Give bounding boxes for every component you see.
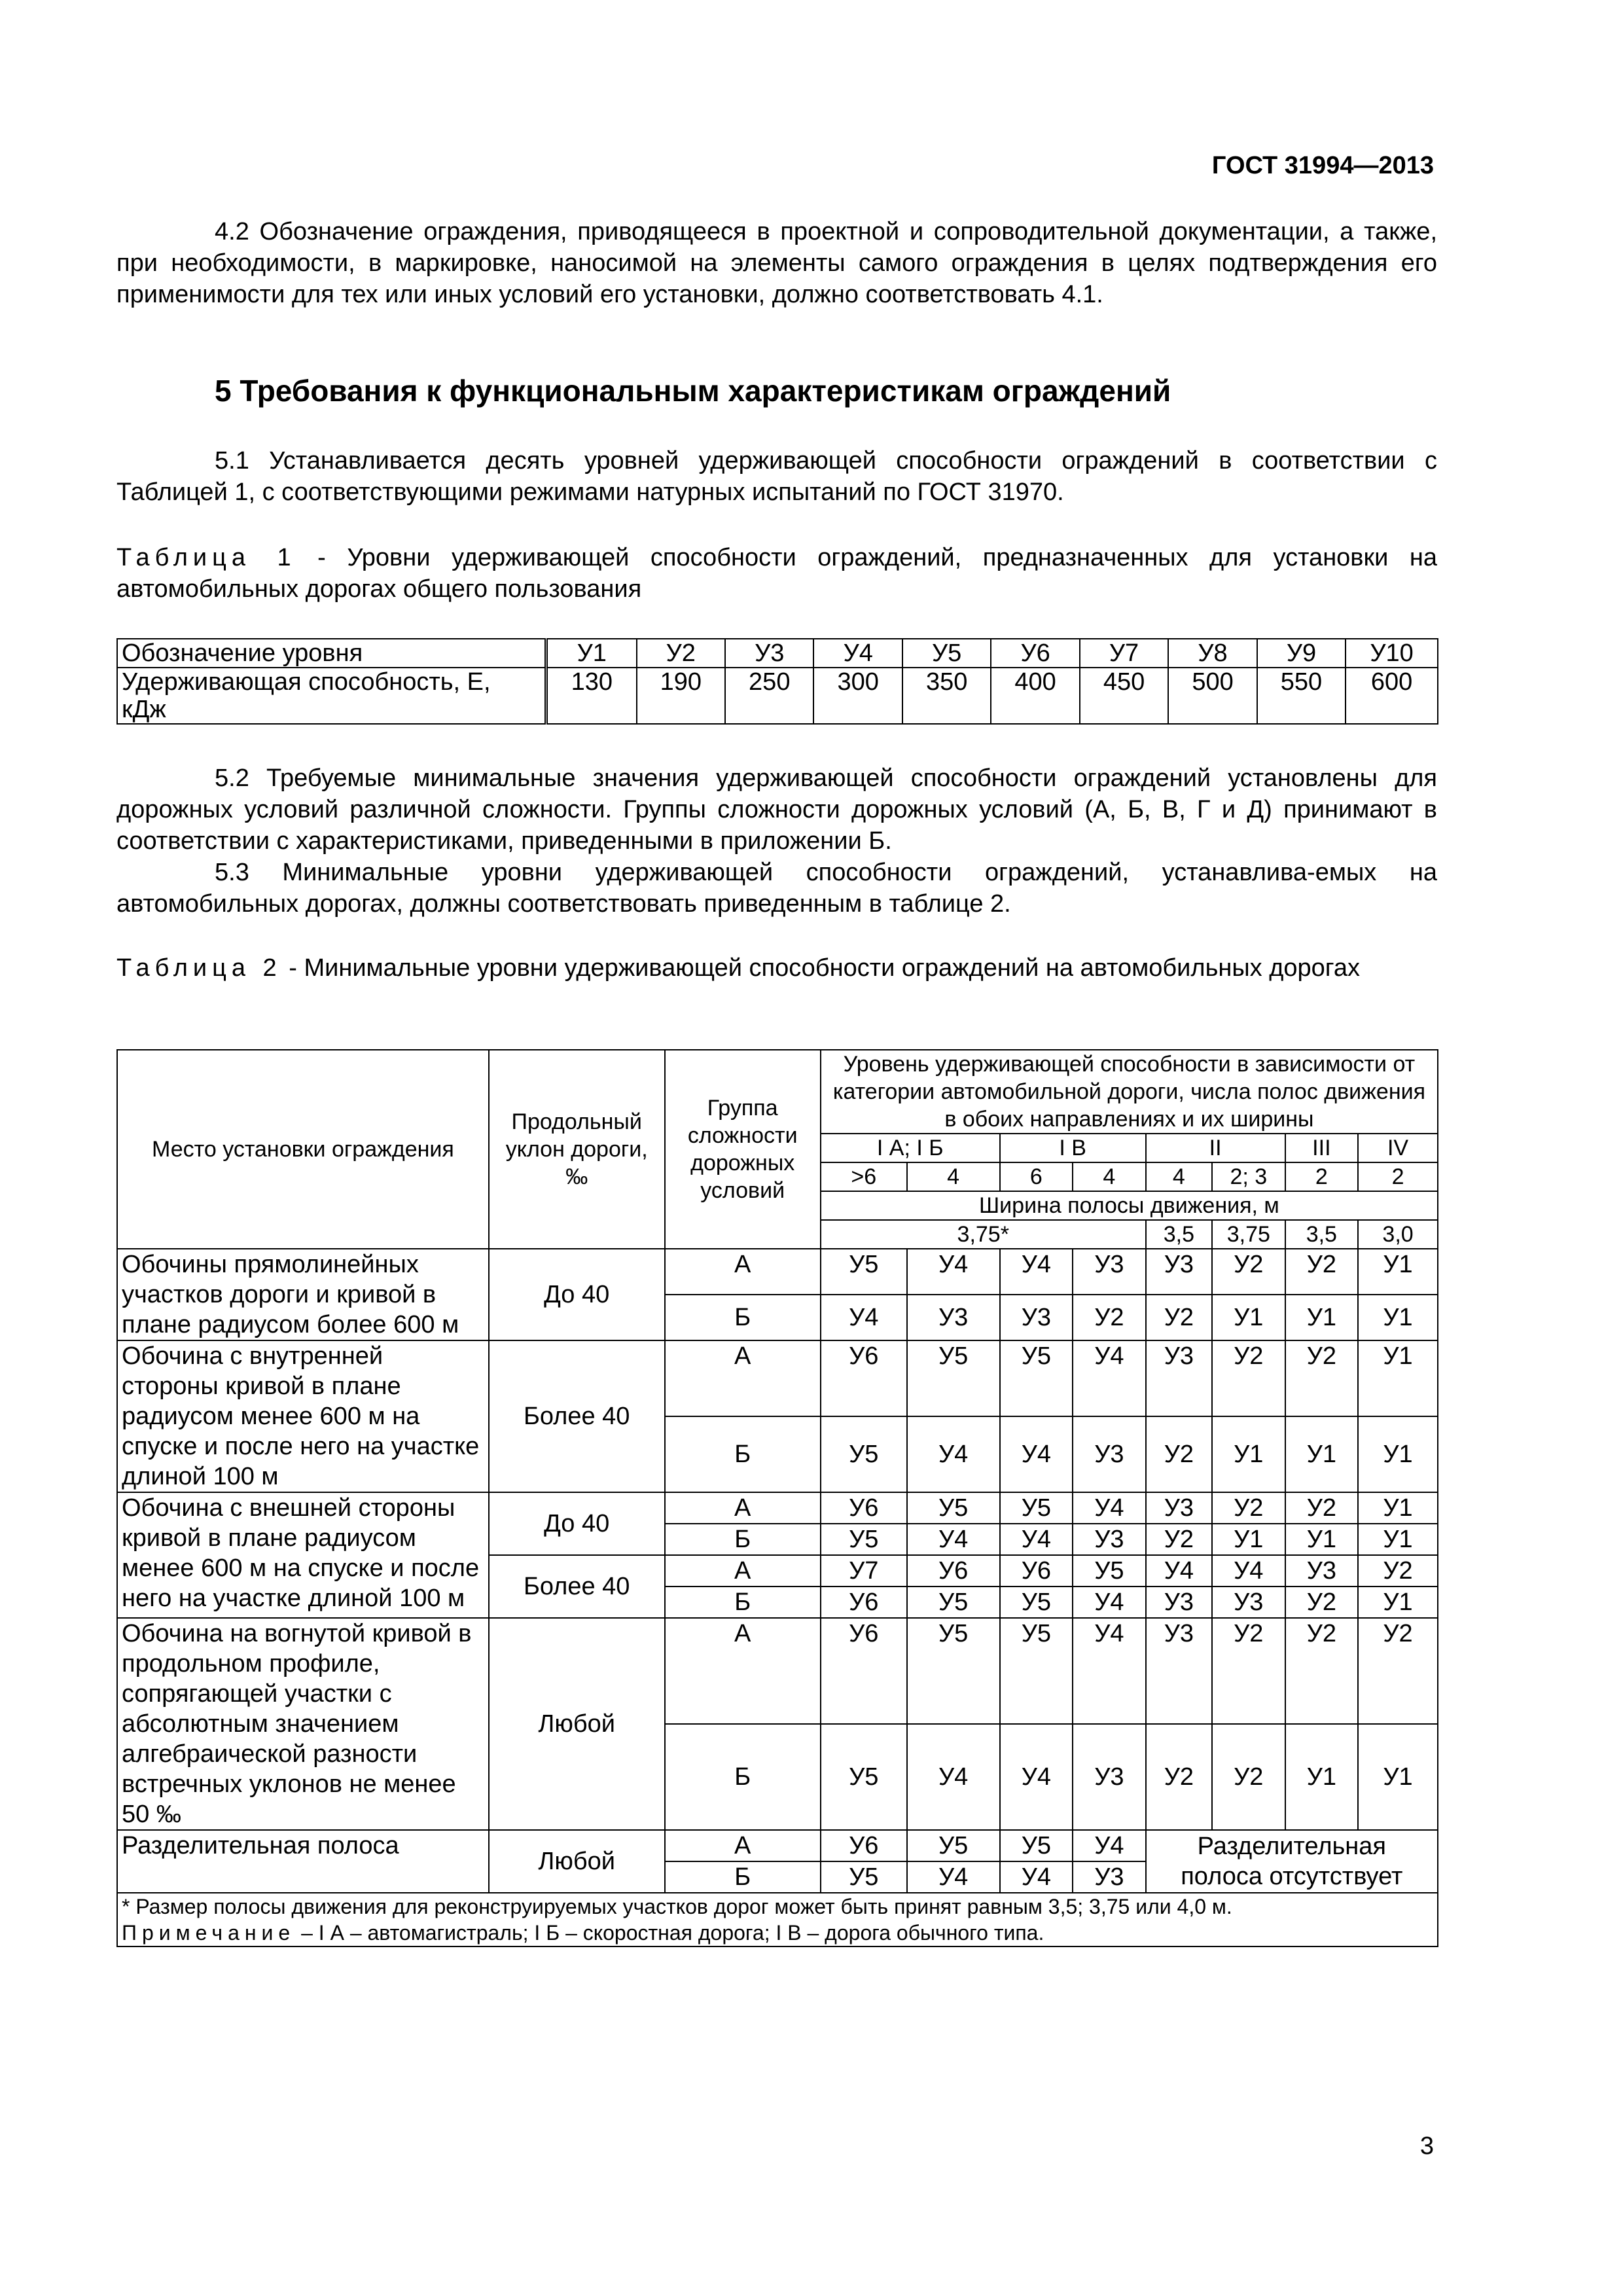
table1-level: У2 (637, 639, 725, 668)
table1-level: У9 (1257, 639, 1346, 668)
page-number: 3 (1419, 2132, 1434, 2160)
table2-note-text: – I А – автомагистраль; I Б – скоростная дорога; I В – дорога обычного типа. (295, 1921, 1044, 1945)
table2-cell: У2 (1146, 1416, 1212, 1492)
table2-cell: У4 (1000, 1861, 1073, 1893)
paragraph-5-3-text: 5.3 Минимальные уровни удерживающей способности ограждений, устанавлива-емых на автомобильных дорогах, должны соответствовать приведенным в таблице 2. (116, 859, 1437, 918)
table2-header-slope: Продольный уклон дороги, ‰ (489, 1050, 665, 1249)
table2-header-row (117, 1050, 1438, 1134)
table2-group: Б (665, 1587, 821, 1618)
table2-cell: У3 (1073, 1524, 1146, 1555)
table2-cell: У5 (1000, 1587, 1073, 1618)
table2-cell: У1 (1358, 1295, 1438, 1340)
table2-lanes: 4 (907, 1162, 1000, 1191)
table2-cell: У2 (1212, 1618, 1285, 1724)
table1-level: У8 (1168, 639, 1257, 668)
table1-level: У1 (546, 639, 637, 668)
table2-cell: У3 (1000, 1295, 1073, 1340)
table2-cell: У4 (907, 1524, 1000, 1555)
table2-width: 3,75 (1212, 1220, 1285, 1249)
table1-row2-label: Удерживающая способность, Е, кДж (117, 668, 546, 724)
section-5-heading: 5 Требования к функциональным характеристикам ограждений (215, 374, 1171, 408)
table2-cell: У6 (821, 1340, 907, 1416)
table2-group: А (665, 1618, 821, 1724)
table2-lanes: 2 (1285, 1162, 1359, 1191)
table2-notes-row (117, 1893, 1438, 1946)
table2-header-place: Место установки ограждения (117, 1050, 489, 1249)
table2-group: А (665, 1555, 821, 1587)
table2-cell: У4 (907, 1724, 1000, 1830)
table2-cell: У6 (821, 1492, 907, 1524)
table2-cell: У4 (907, 1416, 1000, 1492)
table1-level: У10 (1346, 639, 1438, 668)
paragraph-4-2 (116, 216, 1437, 310)
table2-group: А (665, 1249, 821, 1295)
table2-group: Б (665, 1295, 821, 1340)
table1-value: 550 (1257, 668, 1346, 724)
table2-cell: У3 (1212, 1587, 1285, 1618)
table2-place: Обочина на вогнутой кривой в продольном профиле, сопрягающей участки с абсолютным значением алгебраической разности встречных уклонов не менее 50 ‰ (117, 1618, 489, 1830)
table1-row1-label: Обозначение уровня (117, 639, 546, 668)
table2-cell: У2 (1285, 1618, 1359, 1724)
table2-cell: У3 (1146, 1587, 1212, 1618)
table2-group: А (665, 1492, 821, 1524)
table2-width: 3,75* (821, 1220, 1146, 1249)
table1-values-row (117, 668, 1438, 724)
table2-group: А (665, 1830, 821, 1861)
table2-cell: У5 (907, 1830, 1000, 1861)
table2-caption (116, 952, 1437, 984)
table2-place: Обочина с внутренней стороны кривой в плане радиусом менее 600 м на спуске и после него на участке длиной 100 м (117, 1340, 489, 1492)
table2-place: Обочины прямолинейных участков дороги и кривой в плане радиусом более 600 м (117, 1249, 489, 1340)
table2-lanes: 2; 3 (1212, 1162, 1285, 1191)
table2-slope: Более 40 (489, 1340, 665, 1492)
table2-cell: У5 (907, 1618, 1000, 1724)
table1-value: 500 (1168, 668, 1257, 724)
table2-cell: У2 (1285, 1340, 1359, 1416)
paragraph-4-2-text: 4.2 Обозначение ограждения, приводящееся в проектной и сопроводительной документации, а также, при необходимости, в маркировке, наносимой на элементы самого ограждения в целях подтверждения его применимости для тех или иных условий его установки, должно соответствовать 4.1. (116, 218, 1437, 308)
table2-cell: У6 (821, 1587, 907, 1618)
table-2 (116, 1049, 1438, 1947)
table2-absent-cell (1146, 1830, 1438, 1893)
paragraph-5-2 (116, 762, 1437, 857)
table2-cell: У2 (1285, 1587, 1359, 1618)
table2-cell: У4 (1146, 1555, 1212, 1587)
table1-value: 300 (813, 668, 902, 724)
table2-cell: У4 (1073, 1587, 1146, 1618)
table2-category: I А; I Б (821, 1134, 1000, 1162)
table1-value: 250 (725, 668, 813, 724)
table2-width: 3,0 (1358, 1220, 1438, 1249)
table2-cell: У1 (1285, 1524, 1359, 1555)
table2-place: Разделительная полоса (117, 1830, 489, 1893)
table2-cell: У5 (1000, 1340, 1073, 1416)
table2-cell: У5 (821, 1416, 907, 1492)
table2-category: IV (1358, 1134, 1438, 1162)
table2-group: Б (665, 1724, 821, 1830)
table2-cell: У5 (821, 1249, 907, 1295)
table2-cell: У3 (1146, 1249, 1212, 1295)
table2-cell: У5 (1000, 1618, 1073, 1724)
table2-cell: У1 (1358, 1340, 1438, 1416)
table2-caption-text: - Минимальные уровни удерживающей способности ограждений на автомобильных дорогах (281, 954, 1360, 982)
table2-note-label: Примечание (122, 1921, 296, 1945)
table2-width-label: Ширина полосы движения, м (821, 1191, 1438, 1220)
document-header: ГОСТ 31994—2013 (1211, 152, 1434, 179)
table2-place: Обочина с внешней стороны кривой в плане радиусом менее 600 м на спуске и после него на участке длиной 100 м (117, 1492, 489, 1618)
table2-cell: У2 (1212, 1340, 1285, 1416)
table2-cell: У2 (1285, 1492, 1359, 1524)
table2-cell: У1 (1358, 1492, 1438, 1524)
table2-cell: У5 (907, 1492, 1000, 1524)
table1-caption-label: Таблица 1 (116, 544, 296, 571)
paragraph-5-3 (116, 857, 1437, 920)
table2-absent-line1: Разделительная (1197, 1833, 1386, 1860)
table2-header-group: Группа сложности дорожных условий (665, 1050, 821, 1249)
table2-cell: У4 (907, 1249, 1000, 1295)
table2-cell: У3 (1285, 1555, 1359, 1587)
table-row (117, 1340, 1438, 1416)
table2-group: Б (665, 1861, 821, 1893)
table2-lanes: 6 (1000, 1162, 1073, 1191)
table2-cell: У5 (1000, 1492, 1073, 1524)
table2-group: Б (665, 1416, 821, 1492)
table2-footnote: * Размер полосы движения для реконструируемых участков дорог может быть принят равным 3,5; 3,75 или 4,0 м. (122, 1895, 1232, 1918)
table2-lanes: >6 (821, 1162, 907, 1191)
table2-cell: У5 (821, 1861, 907, 1893)
table1-value: 130 (546, 668, 637, 724)
table2-cell: У1 (1358, 1416, 1438, 1492)
table-1 (116, 638, 1438, 725)
table2-absent-line2: полоса отсутствует (1181, 1863, 1403, 1890)
table2-cell: У4 (1000, 1524, 1073, 1555)
table2-cell: У6 (907, 1555, 1000, 1587)
table2-cell: У4 (821, 1295, 907, 1340)
table2-cell: У5 (907, 1587, 1000, 1618)
table2-cell: У4 (1073, 1618, 1146, 1724)
table1-value: 600 (1346, 668, 1438, 724)
table-row (117, 1249, 1438, 1295)
table2-cell: У3 (1073, 1861, 1146, 1893)
table2-category: III (1285, 1134, 1359, 1162)
table2-cell: У3 (1146, 1340, 1212, 1416)
table1-value: 350 (902, 668, 991, 724)
table2-cell: У1 (1285, 1416, 1359, 1492)
table2-cell: У5 (821, 1524, 907, 1555)
table2-header-level: Уровень удерживающей способности в зависимости от категории автомобильной дороги, числа полос движения в обоих направлениях и их ширины (821, 1050, 1438, 1134)
table1-value: 190 (637, 668, 725, 724)
table2-cell: У2 (1358, 1618, 1438, 1724)
table2-cell: У2 (1212, 1492, 1285, 1524)
table2-slope: Более 40 (489, 1555, 665, 1618)
table2-cell: У5 (1000, 1830, 1073, 1861)
table2-cell: У2 (1146, 1295, 1212, 1340)
table1-value: 450 (1080, 668, 1168, 724)
table2-width: 3,5 (1285, 1220, 1359, 1249)
table2-cell: У1 (1358, 1249, 1438, 1295)
table-row (117, 1492, 1438, 1524)
table2-cell: У6 (1000, 1555, 1073, 1587)
table2-category: II (1146, 1134, 1285, 1162)
table1-level: У6 (991, 639, 1079, 668)
table2-cell: У3 (1073, 1416, 1146, 1492)
table2-cell: У1 (1358, 1724, 1438, 1830)
table2-cell: У3 (1146, 1618, 1212, 1724)
table2-cell: У4 (1000, 1416, 1073, 1492)
table2-cell: У3 (1146, 1492, 1212, 1524)
table2-cell: У5 (821, 1724, 907, 1830)
table1-value: 400 (991, 668, 1079, 724)
table2-lanes: 4 (1073, 1162, 1146, 1191)
paragraph-5-2-text: 5.2 Требуемые минимальные значения удерживающей способности ограждений установлены для дорожных условий различной сложности. Группы сложности дорожных условий (А, Б, В, Г и Д) принимают в соответствии с характеристиками, приведенными в приложении Б. (116, 764, 1437, 855)
table2-cell: У4 (1073, 1340, 1146, 1416)
table2-lanes: 4 (1146, 1162, 1212, 1191)
table2-category: I В (1000, 1134, 1146, 1162)
table1-level: У4 (813, 639, 902, 668)
table2-slope: До 40 (489, 1249, 665, 1340)
table2-notes (117, 1893, 1438, 1946)
table2-cell: У1 (1212, 1524, 1285, 1555)
table2-cell: У2 (1073, 1295, 1146, 1340)
table2-cell: У1 (1212, 1295, 1285, 1340)
table2-cell: У3 (1073, 1724, 1146, 1830)
table2-cell: У7 (821, 1555, 907, 1587)
table1-level: У3 (725, 639, 813, 668)
table2-cell: У4 (1073, 1830, 1146, 1861)
table2-slope: Любой (489, 1618, 665, 1830)
paragraph-5-1 (116, 445, 1437, 508)
table1-level: У7 (1080, 639, 1168, 668)
table2-lanes: 2 (1358, 1162, 1438, 1191)
table2-cell: У2 (1146, 1524, 1212, 1555)
table2-cell: У1 (1358, 1587, 1438, 1618)
table2-slope: Любой (489, 1830, 665, 1893)
table2-cell: У4 (1212, 1555, 1285, 1587)
paragraph-5-1-text: 5.1 Устанавливается десять уровней удерживающей способности ограждений в соответствии с Таблицей 1, с соответствующими режимами натурных испытаний по ГОСТ 31970. (116, 447, 1437, 506)
table1-caption (116, 542, 1437, 605)
table1-caption-text: - Уровни удерживающей способности ограждений, предназначенных для установки на автомобильных дорогах общего пользования (116, 544, 1437, 603)
table1-level: У5 (902, 639, 991, 668)
table2-cell: У5 (907, 1340, 1000, 1416)
table2-cell: У4 (907, 1861, 1000, 1893)
table2-cell: У6 (821, 1830, 907, 1861)
table2-group: Б (665, 1524, 821, 1555)
table2-cell: У6 (821, 1618, 907, 1724)
table2-cell: У5 (1073, 1555, 1146, 1587)
table2-slope: До 40 (489, 1492, 665, 1555)
table2-cell: У3 (1073, 1249, 1146, 1295)
table2-cell: У4 (1000, 1724, 1073, 1830)
table2-cell: У1 (1358, 1524, 1438, 1555)
table2-cell: У4 (1000, 1249, 1073, 1295)
table2-cell: У2 (1358, 1555, 1438, 1587)
table2-cell: У2 (1285, 1249, 1359, 1295)
table2-cell: У3 (907, 1295, 1000, 1340)
table-row (117, 1618, 1438, 1724)
table2-cell: У2 (1146, 1724, 1212, 1830)
table-row (117, 1830, 1438, 1861)
table2-group: А (665, 1340, 821, 1416)
table2-note (122, 1920, 1433, 1946)
table2-cell: У2 (1212, 1724, 1285, 1830)
table1-levels-row (117, 639, 1438, 668)
table2-cell: У1 (1212, 1416, 1285, 1492)
table2-cell: У1 (1285, 1724, 1359, 1830)
table2-width: 3,5 (1146, 1220, 1212, 1249)
table2-caption-label: Таблица 2 (116, 954, 282, 982)
table2-cell: У1 (1285, 1295, 1359, 1340)
table2-cell: У2 (1212, 1249, 1285, 1295)
table2-cell: У4 (1073, 1492, 1146, 1524)
